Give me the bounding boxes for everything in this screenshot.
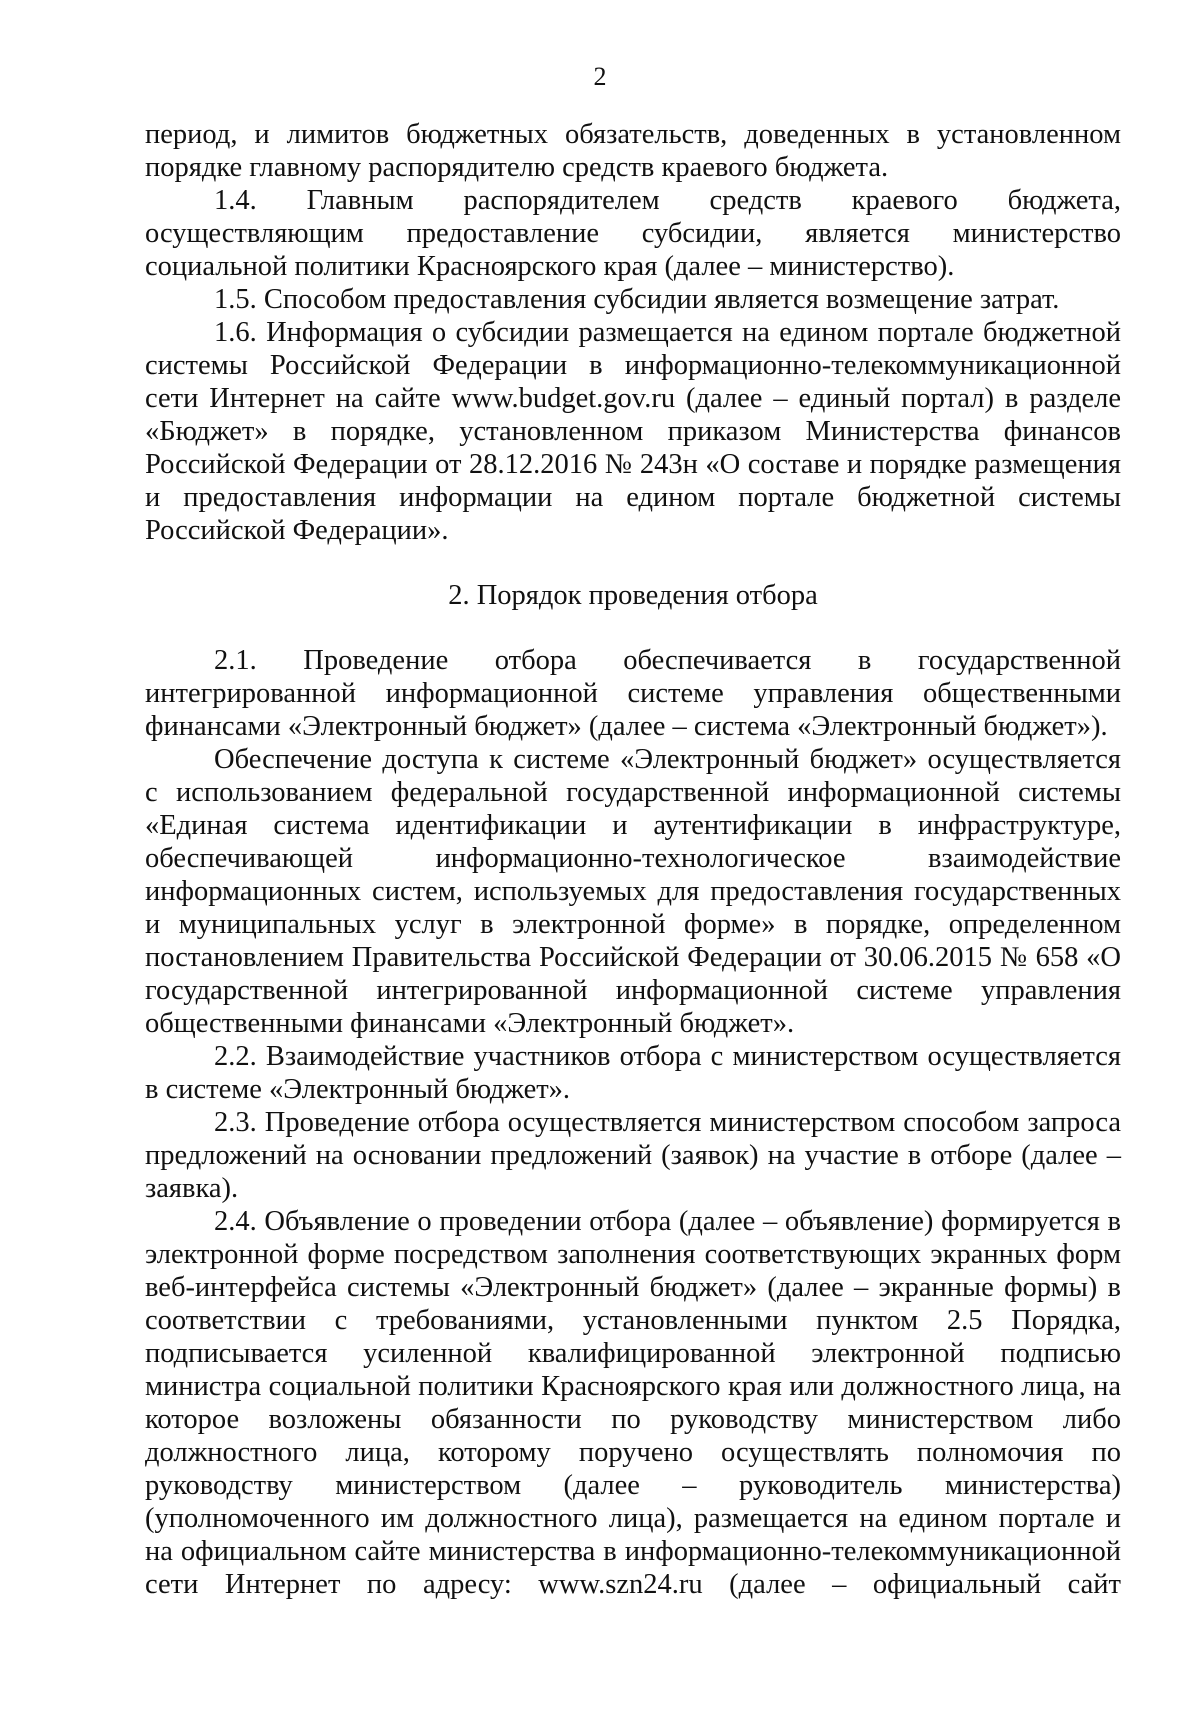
paragraph-continuation: период, и лимитов бюджетных обязательств, доведенных в установленном порядке главному распорядителю средств краевого бюджета. bbox=[145, 119, 1121, 183]
paragraph-1-6: 1.6. Информация о субсидии размещается на едином портале бюджетной системы Российской Федерации в информационно-телекоммуникационной сети Интернет на сайте www.budget.gov.ru (далее – единый портал) в разделе «Бюджет» в порядке, установленном приказом Министерства финансов Российской Федерации от 28.12.2016 № 243н «О составе и порядке размещения и предоставления информации на едином портале бюджетной системы Российской Федерации». bbox=[145, 317, 1121, 546]
paragraph-2-2: 2.2. Взаимодействие участников отбора с министерством осуществляется в системе «Электронный бюджет». bbox=[145, 1041, 1121, 1105]
paragraph-2-3: 2.3. Проведение отбора осуществляется министерством способом запроса предложений на основании предложений (заявок) на участие в отборе (далее – заявка). bbox=[145, 1107, 1121, 1204]
paragraph-access: Обеспечение доступа к системе «Электронный бюджет» осуществляется с использованием федеральной государственной информационной системы «Единая система идентификации и аутентификации в инфраструктуре, обеспечивающей информационно-технологическое взаимодействие информационных систем, используемых для предоставления государственных и муниципальных услуг в электронной форме» в порядке, определенном постановлением Правительства Российской Федерации от 30.06.2015 № 658 «О государственной интегрированной информационной системе управления общественными финансами «Электронный бюджет». bbox=[145, 744, 1121, 1039]
section-heading: 2. Порядок проведения отбора bbox=[448, 580, 818, 611]
document-body bbox=[145, 118, 1121, 1601]
paragraph-2-4: 2.4. Объявление о проведении отбора (далее – объявление) формируется в электронной форме посредством заполнения соответствующих экранных форм веб-интерфейса системы «Электронный бюджет» (далее – экранные формы) в соответствии с требованиями, установленными пунктом 2.5 Порядка, подписывается усиленной квалифицированной электронной подписью министра социальной политики Красноярского края или должностного лица, на которое возложены обязанности по руководству министерством либо должностного лица, которому поручено осуществлять полномочия по руководству министерством (далее – руководитель министерства) (уполномоченного им должностного лица), размещается на едином портале и на официальном сайте министерства в информационно-телекоммуникационной сети Интернет по адресу: www.szn24.ru (далее – официальный сайт bbox=[145, 1206, 1121, 1600]
page-number: 2 bbox=[593, 62, 607, 91]
paragraph-2-1: 2.1. Проведение отбора обеспечивается в государственной интегрированной информационной системе управления общественными финансами «Электронный бюджет» (далее – система «Электронный бюджет»). bbox=[145, 645, 1121, 742]
paragraph-1-4: 1.4. Главным распорядителем средств краевого бюджета, осуществляющим предоставление субсидии, является министерство социальной политики Красноярского края (далее – министерство). bbox=[145, 185, 1121, 282]
paragraph-1-5: 1.5. Способом предоставления субсидии является возмещение затрат. bbox=[214, 284, 1060, 315]
